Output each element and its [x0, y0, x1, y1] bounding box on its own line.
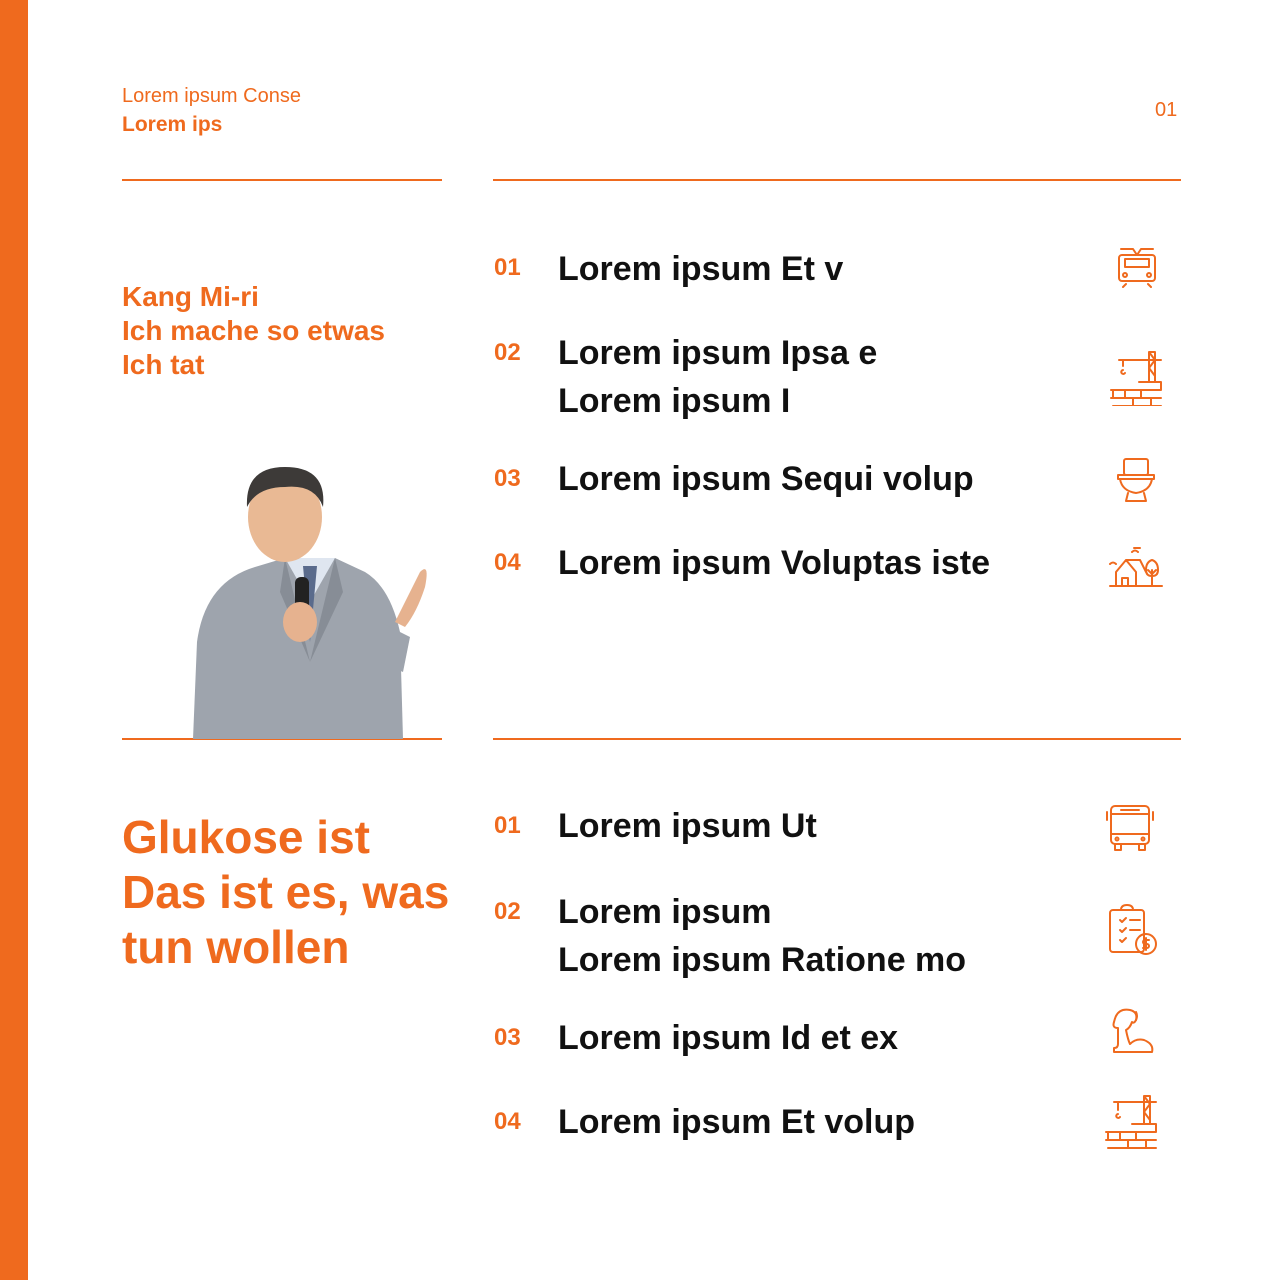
speaker-photo — [185, 462, 435, 739]
item-number: 02 — [494, 898, 521, 925]
list-item: Lorem ipsum Ipsa e — [558, 334, 878, 372]
speaker-name: Kang Mi-ri — [122, 281, 259, 312]
section-heading — [122, 810, 449, 975]
page-number: 01 — [1155, 99, 1178, 121]
list-item: Lorem ipsum Ut — [558, 807, 817, 845]
item-number: 03 — [494, 1024, 521, 1051]
divider — [122, 179, 442, 181]
construction-crane-icon — [1109, 350, 1165, 406]
list-item: Lorem ipsum Id et ex — [558, 1019, 899, 1057]
clipboard-money-icon — [1106, 904, 1162, 960]
dog-icon — [1106, 1004, 1162, 1060]
item-number: 03 — [494, 465, 521, 492]
speaker-line: Ich mache so etwas — [122, 315, 386, 346]
accent-sidebar-bar — [0, 0, 28, 1280]
toilet-icon — [1108, 453, 1164, 509]
house-tree-icon — [1108, 540, 1164, 596]
item-number: 04 — [494, 549, 521, 576]
divider — [493, 179, 1181, 181]
list-item: Lorem ipsum Ratione mo — [558, 941, 967, 979]
item-number: 01 — [494, 254, 521, 281]
item-number: 04 — [494, 1108, 521, 1135]
item-number: 02 — [494, 339, 521, 366]
heading-line: Das ist es, was — [122, 866, 450, 918]
list-item: Lorem ipsum Et v — [558, 250, 844, 288]
list-item: Lorem ipsum Et volup — [558, 1103, 916, 1141]
list-item: Lorem ipsum I — [558, 382, 791, 420]
header-subtitle: Lorem ipsum Conse — [122, 85, 301, 107]
heading-line: tun wollen — [122, 921, 350, 973]
list-item: Lorem ipsum Voluptas iste — [558, 544, 991, 582]
construction-crane-icon — [1104, 1094, 1160, 1150]
heading-line: Glukose ist — [122, 811, 370, 863]
trolleybus-icon — [1109, 241, 1165, 297]
header-title: Lorem ips — [122, 113, 223, 136]
item-number: 01 — [494, 812, 521, 839]
list-item: Lorem ipsum Sequi volup — [558, 460, 974, 498]
bus-icon — [1101, 800, 1157, 856]
list-item: Lorem ipsum — [558, 893, 772, 931]
speaker-line: Ich tat — [122, 349, 205, 380]
divider — [493, 738, 1181, 740]
speaker-caption — [122, 280, 385, 382]
